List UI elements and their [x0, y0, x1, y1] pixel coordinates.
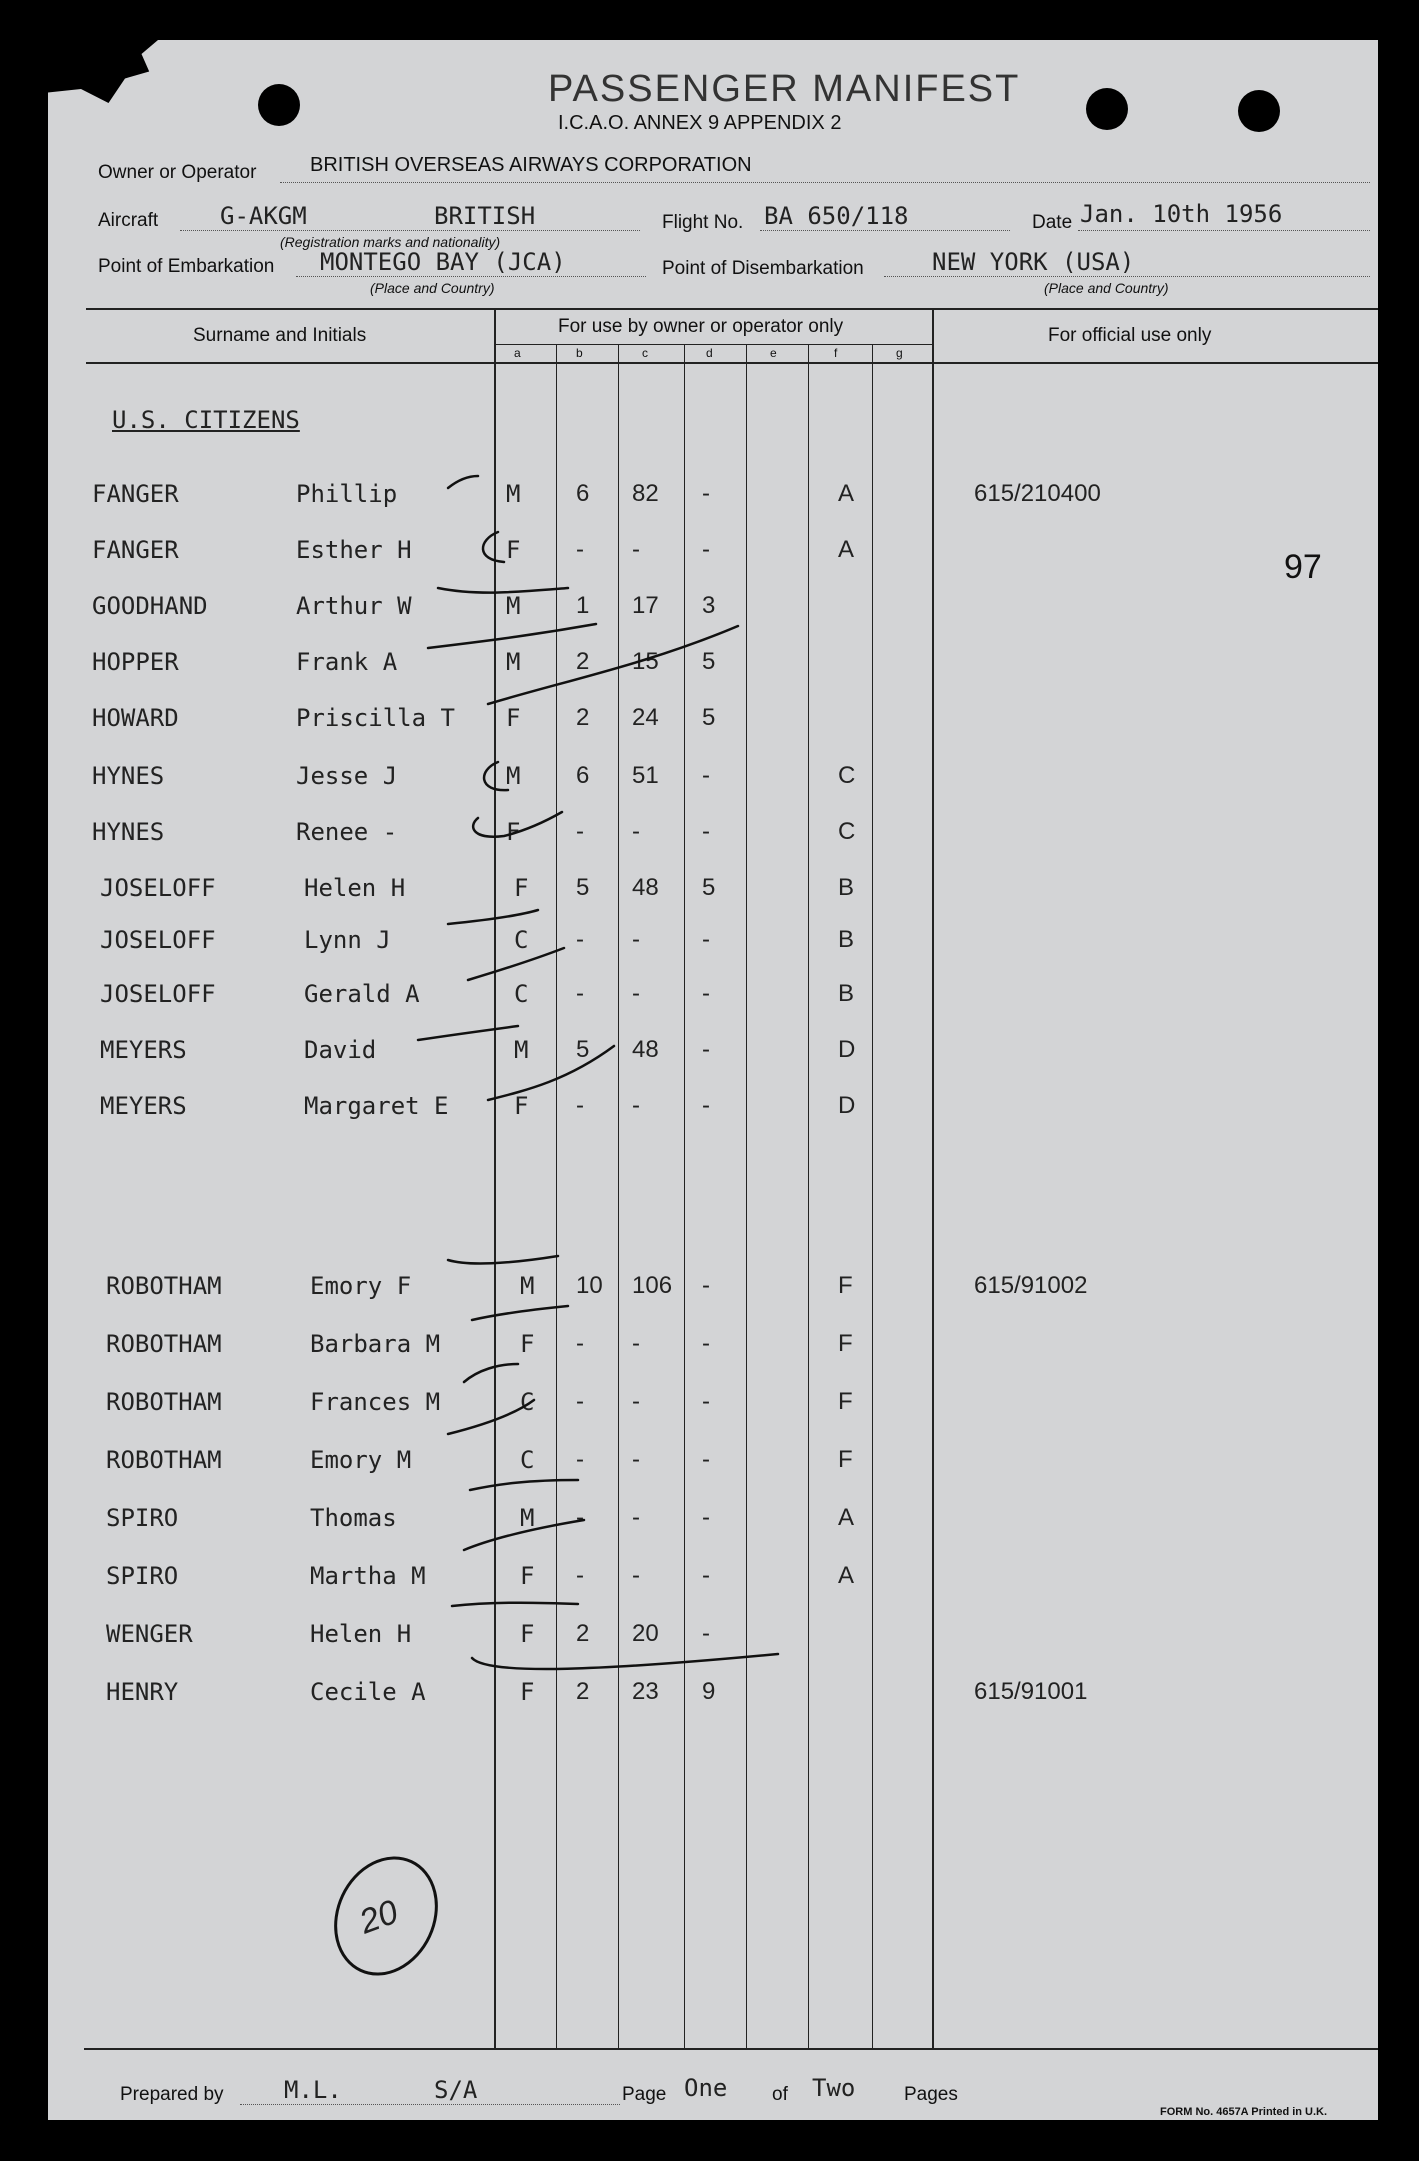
row-7-f: C [838, 818, 856, 845]
check-mark-2 [483, 532, 504, 562]
row-4-a: M [506, 648, 521, 676]
owner-label: Owner or Operator [98, 162, 257, 183]
strike-mark-20 [472, 1654, 778, 1669]
row-17-c: - [632, 1504, 640, 1531]
strike-mark-19 [452, 1603, 578, 1606]
row-14-b: - [576, 1330, 584, 1357]
row-18-b: - [576, 1562, 584, 1589]
disembark-value: NEW YORK (USA) [932, 248, 1135, 276]
form-subtitle: I.C.A.O. ANNEX 9 APPENDIX 2 [558, 112, 842, 134]
row-2-surname: FANGER [92, 536, 179, 564]
row-18-given: Martha M [310, 1562, 426, 1590]
row-7-b: - [576, 818, 584, 845]
row-2-d: - [702, 536, 710, 563]
row-13-b: 10 [576, 1272, 603, 1299]
row-17-surname: SPIRO [106, 1504, 179, 1532]
row-13-a: M [520, 1272, 535, 1300]
date-label: Date [1032, 212, 1073, 233]
row-4-c: 15 [632, 648, 659, 675]
row-16-a: C [520, 1446, 535, 1474]
row-6-b: 6 [576, 762, 590, 789]
manifest-sheet [48, 40, 1378, 2120]
row-17-a: M [520, 1504, 535, 1532]
row-6-surname: HYNES [92, 762, 165, 790]
nationality-value: BRITISH [434, 202, 536, 230]
row-19-a: F [520, 1620, 535, 1648]
strike-mark-4 [428, 624, 596, 648]
row-20-b: 2 [576, 1678, 590, 1705]
col-owner-use: For use by owner or operator only [558, 316, 844, 337]
strike-mark-9 [448, 910, 538, 924]
row-6-given: Jesse J [296, 762, 398, 790]
row-14-c: - [632, 1330, 640, 1357]
strike-mark-14 [472, 1306, 568, 1320]
row-8-c: 48 [632, 874, 659, 901]
strike-mark-10 [468, 948, 564, 980]
row-1-a: M [506, 480, 521, 508]
row-19-given: Helen H [310, 1620, 412, 1648]
row-4-surname: HOPPER [92, 648, 179, 676]
row-9-b: - [576, 926, 584, 953]
row-15-c: - [632, 1388, 640, 1415]
row-4-d: 5 [702, 648, 716, 675]
row-6-c: 51 [632, 762, 659, 789]
row-17-given: Thomas [310, 1504, 397, 1532]
row-11-a: M [514, 1036, 529, 1064]
row-19-c: 20 [632, 1620, 659, 1647]
strike-mark-17 [470, 1480, 578, 1490]
row-16-d: - [702, 1446, 710, 1473]
row-18-f: A [838, 1562, 855, 1589]
sub-col-g: g [896, 346, 903, 360]
row-2-b: - [576, 536, 584, 563]
row-9-surname: JOSELOFF [100, 926, 216, 954]
row-6-f: C [838, 762, 856, 789]
row-9-d: - [702, 926, 710, 953]
row-16-f: F [838, 1446, 853, 1473]
row-16-b: - [576, 1446, 584, 1473]
row-16-surname: ROBOTHAM [106, 1446, 222, 1474]
row-3-given: Arthur W [296, 592, 412, 620]
row-10-a: C [514, 980, 529, 1008]
row-12-d: - [702, 1092, 710, 1119]
row-8-surname: JOSELOFF [100, 874, 216, 902]
row-20-c: 23 [632, 1678, 659, 1705]
row-11-d: - [702, 1036, 710, 1063]
strike-mark-15 [464, 1364, 518, 1382]
row-5-b: 2 [576, 704, 590, 731]
row-9-f: B [838, 926, 855, 953]
row-18-surname: SPIRO [106, 1562, 179, 1590]
row-8-b: 5 [576, 874, 590, 901]
check-mark-1 [448, 476, 478, 488]
row-1-surname: FANGER [92, 480, 179, 508]
row-14-a: F [520, 1330, 535, 1358]
row-6-d: - [702, 762, 710, 789]
row-11-b: 5 [576, 1036, 590, 1063]
row-15-given: Frances M [310, 1388, 441, 1416]
row-11-f: D [838, 1036, 856, 1063]
registration-note: (Registration marks and nationality) [280, 234, 501, 250]
row-2-a: F [506, 536, 521, 564]
row-16-given: Emory M [310, 1446, 412, 1474]
row-13-surname: ROBOTHAM [106, 1272, 222, 1300]
row-12-given: Margaret E [304, 1092, 449, 1120]
row-17-f: A [838, 1504, 855, 1531]
of-value: Two [812, 2074, 856, 2102]
row-1-f: A [838, 480, 855, 507]
of-label: of [772, 2084, 788, 2105]
embark-value: MONTEGO BAY (JCA) [320, 248, 566, 276]
row-11-c: 48 [632, 1036, 659, 1063]
owner-value: BRITISH OVERSEAS AIRWAYS CORPORATION [310, 154, 752, 176]
prepared-line [240, 2104, 620, 2105]
sub-col-b: b [576, 346, 583, 360]
row-15-f: F [838, 1388, 853, 1415]
row-12-c: - [632, 1092, 640, 1119]
row-1-c: 82 [632, 480, 659, 507]
row-7-a: F [506, 818, 521, 846]
row-5-surname: HOWARD [92, 704, 179, 732]
circled-note: 20 [354, 1892, 404, 1942]
row-3-d: 3 [702, 592, 716, 619]
form-title: PASSENGER MANIFEST [548, 68, 1021, 110]
form-number: FORM No. 4657A Printed in U.K. [1160, 2106, 1328, 2118]
row-15-d: - [702, 1388, 710, 1415]
row-20-a: F [520, 1678, 535, 1706]
row-18-d: - [702, 1562, 710, 1589]
strike-mark-12 [488, 1046, 614, 1100]
row-4-b: 2 [576, 648, 590, 675]
row-10-b: - [576, 980, 584, 1007]
row-8-f: B [838, 874, 855, 901]
row-15-surname: ROBOTHAM [106, 1388, 222, 1416]
sub-col-f: f [834, 346, 838, 360]
row-18-c: - [632, 1562, 640, 1589]
row-12-surname: MEYERS [100, 1092, 187, 1120]
sub-col-c: c [642, 346, 648, 360]
row-20-official: 615/91001 [974, 1678, 1088, 1705]
row-12-f: D [838, 1092, 856, 1119]
row-2-c: - [632, 536, 640, 563]
row-12-b: - [576, 1092, 584, 1119]
prepared-label: Prepared by [120, 2084, 224, 2105]
place-note-2: (Place and Country) [1044, 280, 1169, 296]
strike-mark-16 [448, 1400, 534, 1434]
row-19-surname: WENGER [106, 1620, 193, 1648]
row-13-d: - [702, 1272, 710, 1299]
check-mark-6 [484, 762, 508, 790]
page-mark: 97 [1284, 548, 1322, 586]
row-14-d: - [702, 1330, 710, 1357]
row-2-given: Esther H [296, 536, 412, 564]
sub-col-a: a [514, 346, 521, 360]
row-9-c: - [632, 926, 640, 953]
row-20-surname: HENRY [106, 1678, 179, 1706]
row-5-c: 24 [632, 704, 659, 731]
row-13-c: 106 [632, 1272, 673, 1299]
row-3-a: M [506, 592, 521, 620]
pages-label: Pages [904, 2084, 958, 2105]
row-6-a: M [506, 762, 521, 790]
col-surname: Surname and Initials [193, 325, 367, 346]
embark-label: Point of Embarkation [98, 256, 275, 277]
row-10-f: B [838, 980, 855, 1007]
row-2-f: A [838, 536, 855, 563]
row-3-surname: GOODHAND [92, 592, 208, 620]
strike-mark-3 [438, 588, 568, 593]
row-5-a: F [506, 704, 521, 732]
sub-col-e: e [770, 346, 777, 360]
row-5-given: Priscilla T [296, 704, 455, 732]
row-8-given: Helen H [304, 874, 406, 902]
section-title: U.S. CITIZENS [112, 406, 300, 434]
row-3-b: 1 [576, 592, 590, 619]
row-19-d: - [702, 1620, 710, 1647]
row-7-d: - [702, 818, 710, 845]
place-note-1: (Place and Country) [370, 280, 495, 296]
row-8-d: 5 [702, 874, 716, 901]
check-mark-7 [473, 812, 562, 837]
row-1-given: Phillip [296, 480, 398, 508]
prepared-value: M.L. [284, 2076, 342, 2104]
row-12-a: F [514, 1092, 529, 1120]
handwritten-marks [48, 40, 1378, 2120]
row-4-given: Frank A [296, 648, 398, 676]
sub-col-d: d [706, 346, 713, 360]
row-15-b: - [576, 1388, 584, 1415]
strike-mark-11 [418, 1026, 518, 1040]
strike-mark-18 [464, 1520, 584, 1550]
footer-rule [84, 2048, 1378, 2050]
row-3-c: 17 [632, 592, 659, 619]
row-15-a: C [520, 1388, 535, 1416]
prepared-value-2: S/A [434, 2076, 478, 2104]
row-11-given: David [304, 1036, 377, 1064]
row-9-given: Lynn J [304, 926, 391, 954]
row-17-b: - [576, 1504, 584, 1531]
row-19-b: 2 [576, 1620, 590, 1647]
row-13-given: Emory F [310, 1272, 412, 1300]
row-10-c: - [632, 980, 640, 1007]
row-7-surname: HYNES [92, 818, 165, 846]
strike-mark-13 [448, 1256, 558, 1263]
row-11-surname: MEYERS [100, 1036, 187, 1064]
flight-value: BA 650/118 [764, 202, 909, 230]
row-7-c: - [632, 818, 640, 845]
row-13-official: 615/91002 [974, 1272, 1088, 1299]
row-10-surname: JOSELOFF [100, 980, 216, 1008]
row-13-f: F [838, 1272, 853, 1299]
row-17-d: - [702, 1504, 710, 1531]
page-label: Page [622, 2084, 667, 2105]
row-18-a: F [520, 1562, 535, 1590]
col-official: For official use only [1048, 325, 1212, 346]
page-value: One [684, 2074, 728, 2102]
aircraft-value: G-AKGM [220, 202, 307, 230]
row-14-f: F [838, 1330, 853, 1357]
row-20-d: 9 [702, 1678, 716, 1705]
row-1-b: 6 [576, 480, 590, 507]
row-10-d: - [702, 980, 710, 1007]
row-10-given: Gerald A [304, 980, 420, 1008]
row-9-a: C [514, 926, 529, 954]
aircraft-label: Aircraft [98, 210, 159, 231]
row-8-a: F [514, 874, 529, 902]
disembark-label: Point of Disembarkation [662, 258, 864, 279]
strike-mark-5 [488, 626, 738, 704]
row-20-given: Cecile A [310, 1678, 426, 1706]
row-14-surname: ROBOTHAM [106, 1330, 222, 1358]
row-7-given: Renee - [296, 818, 398, 846]
date-value: Jan. 10th 1956 [1080, 200, 1283, 228]
row-14-given: Barbara M [310, 1330, 441, 1358]
row-1-d: - [702, 480, 710, 507]
row-16-c: - [632, 1446, 640, 1473]
row-1-official: 615/210400 [974, 480, 1101, 507]
row-5-d: 5 [702, 704, 716, 731]
flight-label: Flight No. [662, 212, 744, 233]
